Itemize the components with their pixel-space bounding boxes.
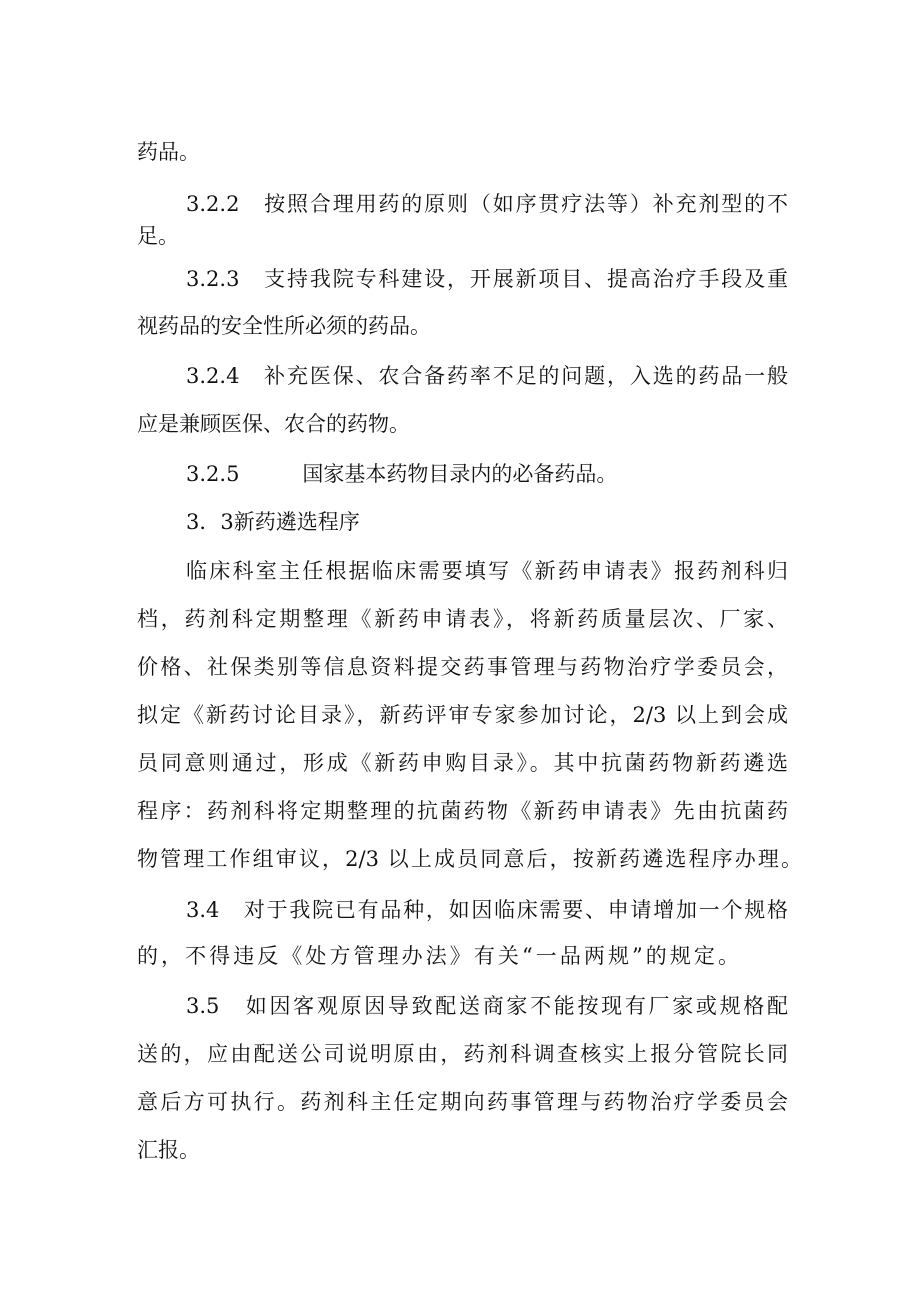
text-line: 3.4 对于我院已有品种，如因临床需要、申请增加一个规格: [186, 898, 788, 922]
text-line: 汇报。: [137, 1138, 200, 1162]
text-line: 意后方可执行。药剂科主任定期向药事管理与药物治疗学委员会: [137, 1090, 788, 1114]
text-line: 视药品的安全性所必须的药品。: [137, 314, 431, 338]
text-line: 3.2.2 按照合理用药的原则（如序贯疗法等）补充剂型的不: [186, 192, 788, 216]
text-line: 药品。: [137, 140, 200, 164]
text-line: 价格、社保类别等信息资料提交药事管理与药物治疗学委员会，: [137, 655, 788, 679]
text-line: 员同意则通过，形成《新药申购目录》。其中抗菌药物新药遴选: [137, 751, 788, 775]
text-line: 档，药剂科定期整理《新药申请表》，将新药质量层次、厂家、: [137, 607, 788, 631]
text-line: 应是兼顾医保、农合的药物。: [137, 412, 410, 436]
text-line: 的，不得违反《处方管理办法》有关“一品两规”的规定。: [137, 944, 739, 968]
text-line: 3.2.3 支持我院专科建设，开展新项目、提高治疗手段及重: [186, 267, 788, 291]
text-line: 送的，应由配送公司说明原由，药剂科调查核实上报分管院长同: [137, 1042, 788, 1066]
text-line: 临床科室主任根据临床需要填写《新药申请表》报药剂科归: [186, 559, 788, 583]
text-line: 拟定《新药讨论目录》，新药评审专家参加讨论，2/3 以上到会成: [137, 703, 788, 727]
section-heading: 3．3新药遴选程序: [186, 510, 360, 534]
text-line: 物管理工作组审议，2/3 以上成员同意后，按新药遴选程序办理。: [137, 847, 802, 871]
text-line: 3.5 如因客观原因导致配送商家不能按现有厂家或规格配: [186, 994, 788, 1018]
text-line: 3.2.5 国家基本药物目录内的必备药品。: [186, 462, 618, 486]
text-line: 足。: [137, 224, 179, 248]
text-line: 程序：药剂科将定期整理的抗菌药物《新药申请表》先由抗菌药: [137, 799, 788, 823]
text-line: 3.2.4 补充医保、农合备药率不足的问题，入选的药品一般: [186, 364, 788, 388]
